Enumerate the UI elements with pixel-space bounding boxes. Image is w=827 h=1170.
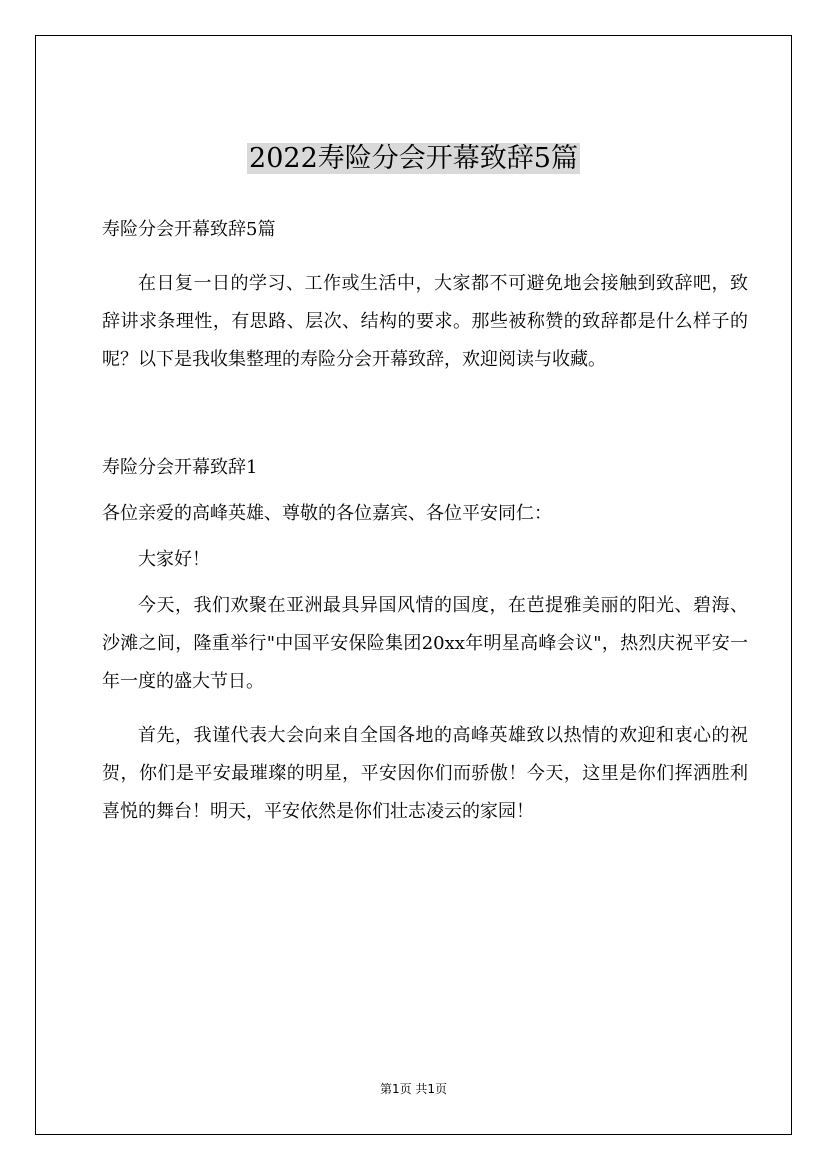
document-body [102,211,748,847]
salutation: 各位亲爱的高峰英雄、尊敬的各位嘉宾、各位平安同仁： [102,503,552,524]
page-footer: 第1页 共1页 [379,1082,448,1096]
document-page [35,35,792,1135]
paragraph-1: 今天，我们欢聚在亚洲最具异国风情的国度，在芭提雅美丽的阳光、碧海、沙滩之间，隆重举行"中国平安保险集团20xx年明星高峰会议"，热烈庆祝平安一年一度的盛大节日。 [102,595,748,692]
section-heading: 寿险分会开幕致辞1 [102,457,258,478]
document-subtitle: 寿险分会开幕致辞5篇 [102,219,276,240]
paragraph-2: 首先，我谨代表大会向来自全国各地的高峰英雄致以热情的欢迎和衷心的祝贺，你们是平安最璀璨的明星，平安因你们而骄傲！今天，这里是你们挥洒胜利喜悦的舞台！明天，平安依然是你们壮志凌云的家园！ [102,725,748,822]
document-title-text: 2022寿险分会开幕致辞5篇 [249,143,578,174]
greeting: 大家好！ [138,549,210,570]
document-title [36,139,791,179]
intro-paragraph: 在日复一日的学习、工作或生活中，大家都不可避免地会接触到致辞吧，致辞讲求条理性，有思路、层次、结构的要求。那些被称赞的致辞都是什么样子的呢？以下是我收集整理的寿险分会开幕致辞，欢迎阅读与收藏。 [102,273,748,370]
